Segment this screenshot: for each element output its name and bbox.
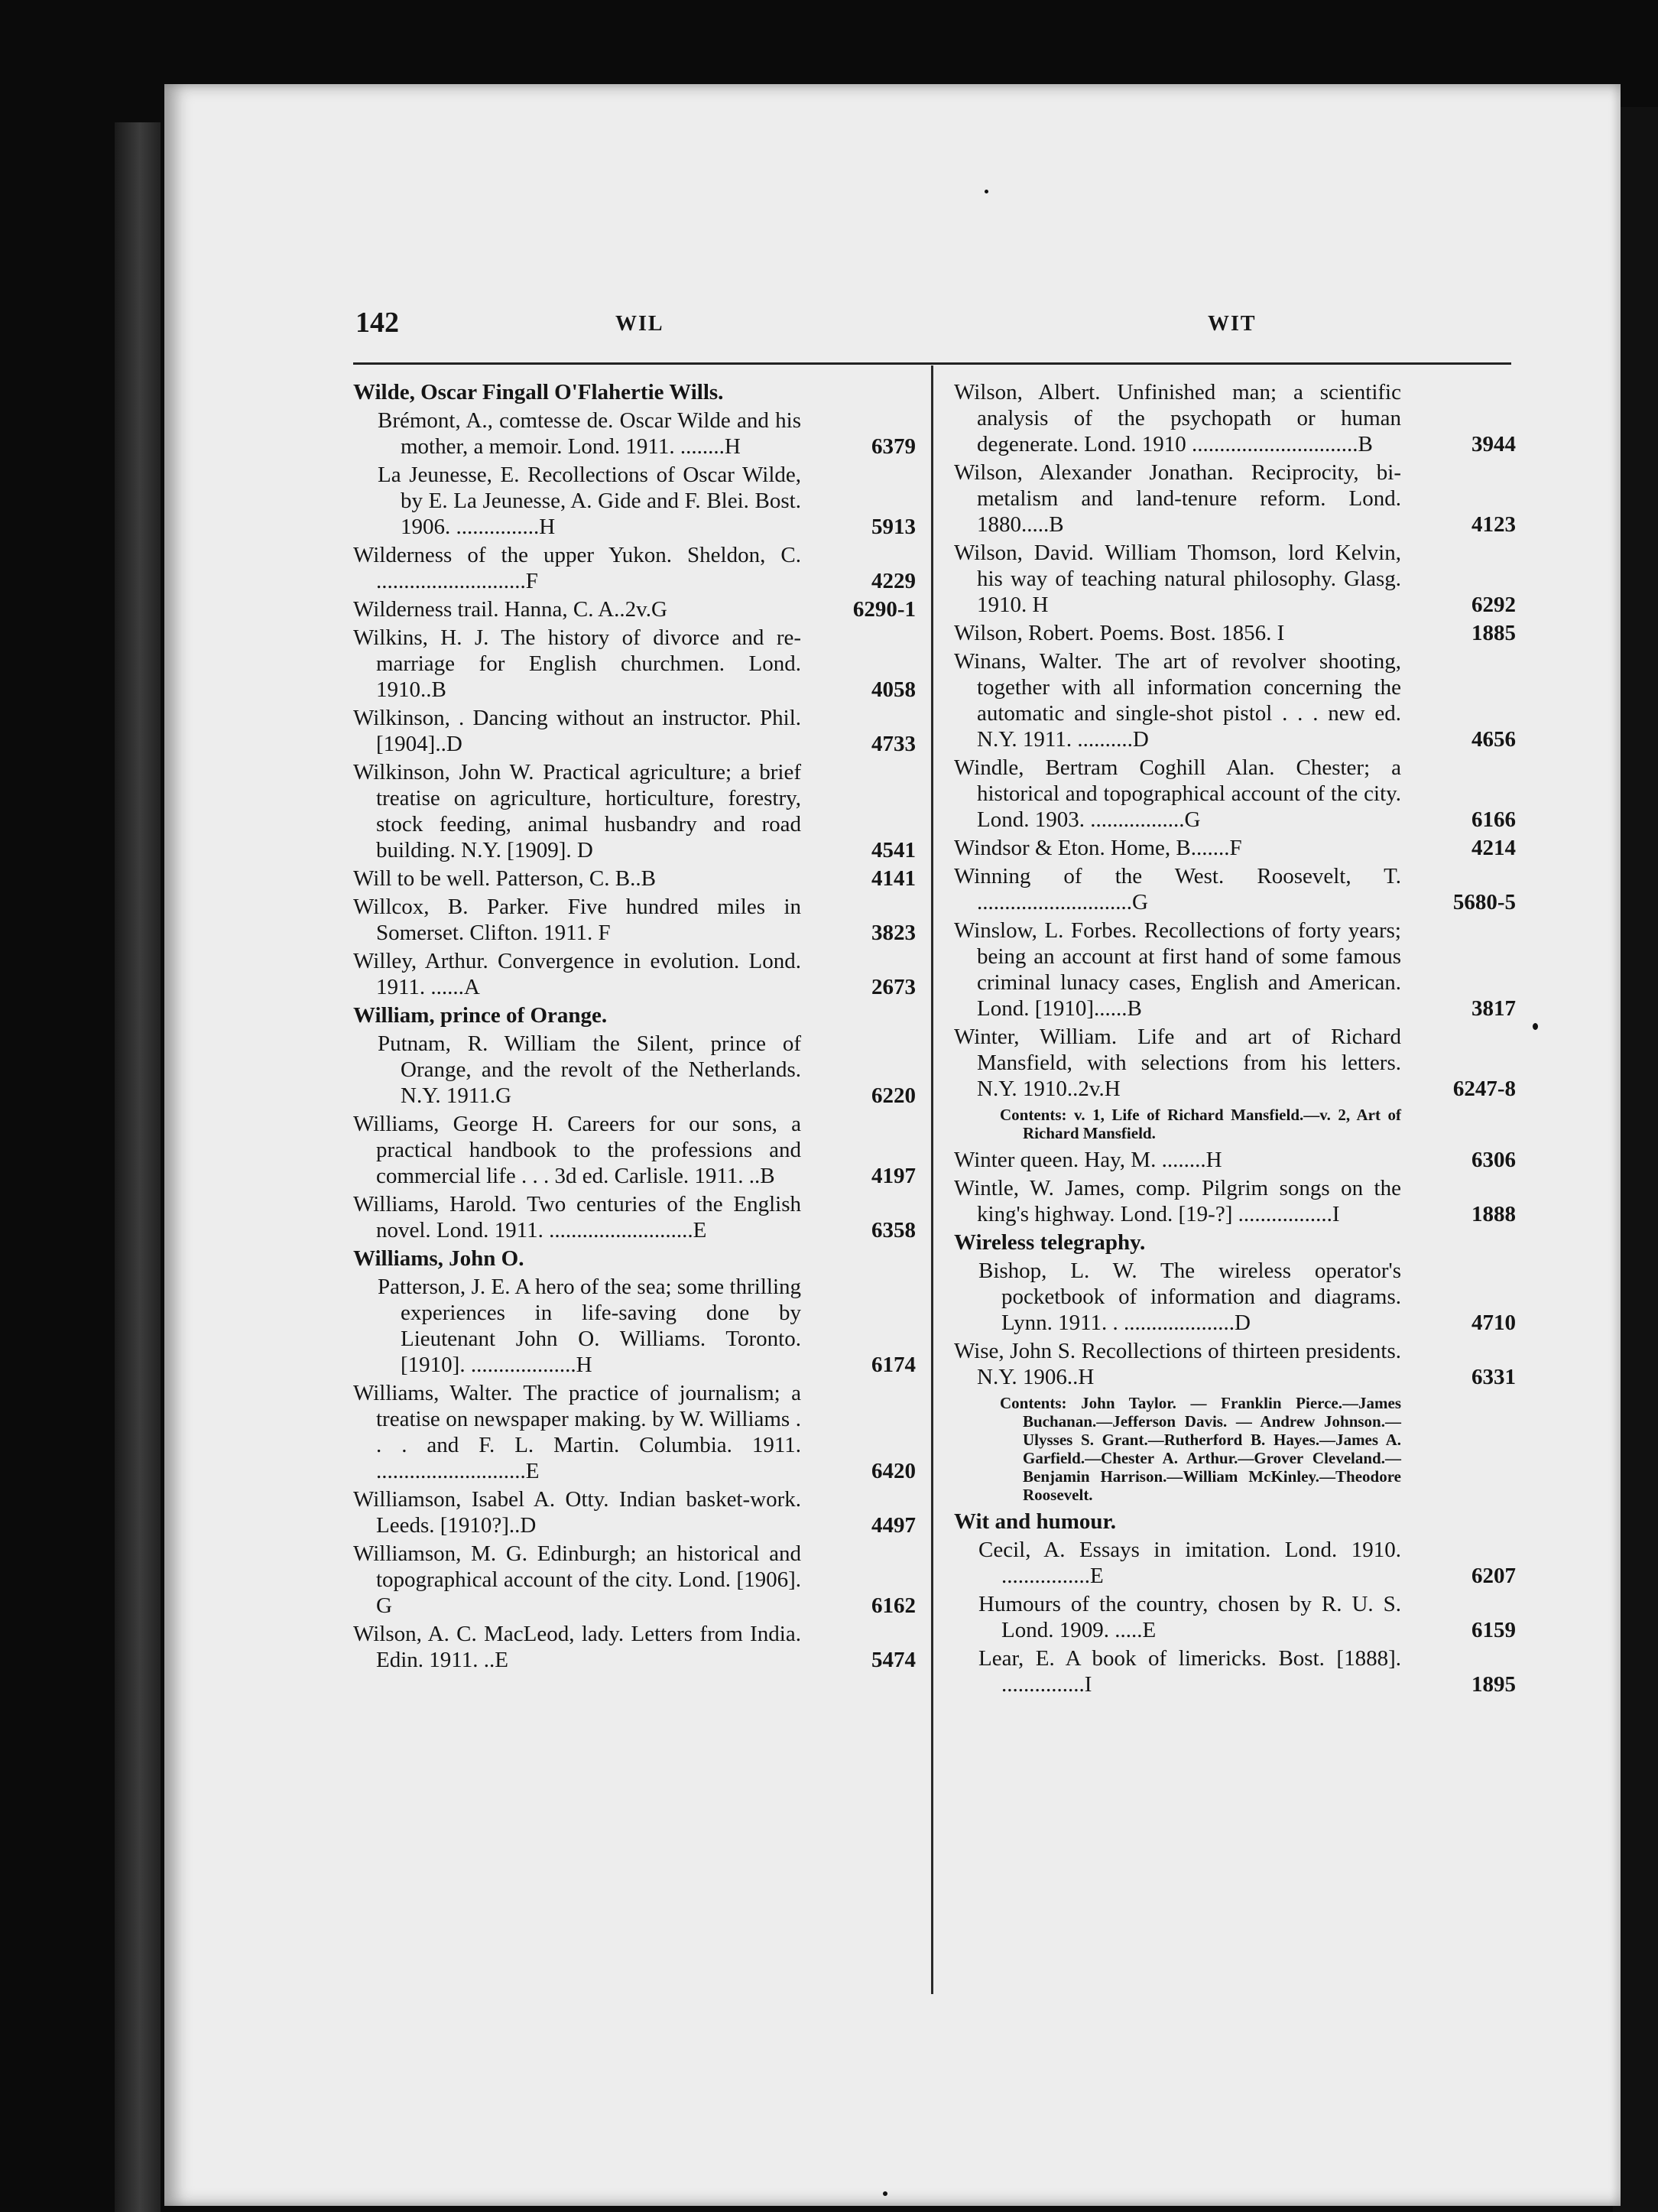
call-number: 6292 <box>1471 593 1516 617</box>
entry-text: Williamson, M. G. Edinburgh; an historical and topographical account of the city. Lond. [1906]. G <box>353 1541 801 1618</box>
entry-text: Wintle, W. James, comp. Pilgrim songs on the king's highway. Lond. [19-?] .................I <box>954 1176 1401 1226</box>
catalog-entry <box>353 596 916 622</box>
catalog-entry <box>954 863 1516 915</box>
call-number: 6331 <box>1471 1365 1516 1389</box>
column-divider <box>931 365 933 1994</box>
entry-text: Bishop, L. W. The wireless operator's pocketbook of information and diagrams. Lynn. 1911. . ....................D <box>978 1259 1401 1335</box>
call-number: 1885 <box>1471 621 1516 645</box>
left-column <box>353 379 916 1675</box>
catalog-entry <box>353 866 916 892</box>
sub-entry <box>353 1274 916 1378</box>
call-number: 1888 <box>1471 1202 1516 1226</box>
call-number: 4058 <box>871 677 916 702</box>
subject-heading: William, prince of Orange. <box>353 1003 608 1028</box>
catalog-entry <box>954 1024 1516 1102</box>
call-number: 4710 <box>1471 1311 1516 1335</box>
catalog-entry <box>353 894 916 946</box>
entry-text: Lear, E. A book of limericks. Bost. [1888]. ...............I <box>978 1646 1401 1697</box>
entry-text: Wilkinson, John W. Practical agriculture; a brief treatise on agriculture, horticulture, forestry, stock feeding, animal husbandry and road building. N.Y. [1909]. D <box>353 760 801 862</box>
entry-text: Winans, Walter. The art of revolver shooting, together with all information concerning the automatic and single-shot pistol . . . new ed. N.Y. 1911. ..........D <box>954 649 1401 752</box>
sub-entry <box>954 1645 1516 1697</box>
catalog-entry <box>954 379 1516 457</box>
entry-text: Wilson, A. C. MacLeod, lady. Letters from India. Edin. 1911. ..E <box>353 1622 801 1672</box>
subject-heading: Wilde, Oscar Fingall O'Flahertie Wills. <box>353 380 724 404</box>
call-number: 5913 <box>871 515 916 539</box>
call-number: 4141 <box>871 866 916 891</box>
catalog-entry <box>353 1486 916 1538</box>
entry-text: Williams, George H. Careers for our sons, a practical handbook to the professions and commercial life . . . 3d ed. Carlisle. 1911. ..B <box>353 1112 801 1188</box>
right-column <box>954 379 1516 1700</box>
catalog-entry <box>954 1338 1516 1390</box>
entry-text: Williams, Walter. The practice of journalism; a treatise on newspaper making. by W. Williams . . . and F. L. Martin. Columbia. 1911. ...........................E <box>353 1381 801 1483</box>
call-number: 4497 <box>871 1513 916 1538</box>
catalog-entry <box>954 460 1516 538</box>
entry-text: Winter queen. Hay, M. ........H <box>954 1148 1222 1172</box>
call-number: 6220 <box>871 1083 916 1108</box>
call-number: 6207 <box>1471 1564 1516 1588</box>
entry-text: Putnam, R. William the Silent, prince of Orange, and the revolt of the Netherlands. N.Y. 1911.G <box>378 1031 801 1108</box>
catalog-entry <box>954 1147 1516 1173</box>
entry-text: Williams, Harold. Two centuries of the English novel. Lond. 1911. ..........................E <box>353 1192 801 1242</box>
call-number: 4123 <box>1471 512 1516 537</box>
call-number: 6162 <box>871 1593 916 1618</box>
entry-text: Willcox, B. Parker. Five hundred miles in Somerset. Clifton. 1911. F <box>353 895 801 945</box>
catalog-entry <box>353 948 916 1000</box>
call-number: 3817 <box>1471 996 1516 1021</box>
call-number: 4541 <box>871 838 916 862</box>
call-number: 5474 <box>871 1648 916 1672</box>
call-number: 6174 <box>871 1353 916 1377</box>
entry-text: Wilderness of the upper Yukon. Sheldon, C. ...........................F <box>353 543 801 593</box>
catalog-entry <box>353 1380 916 1484</box>
entry-text: Winter, William. Life and art of Richard Mansfield, with selections from his letters. N.Y. 1910..2v.H <box>954 1025 1401 1101</box>
subject-heading: Wit and humour. <box>954 1509 1116 1534</box>
book-binding-edge <box>115 122 161 2212</box>
running-head-right: WIT <box>1208 312 1257 336</box>
catalog-entry <box>353 1541 916 1619</box>
subject-heading: Wireless telegraphy. <box>954 1230 1146 1255</box>
call-number: 4229 <box>871 569 916 593</box>
call-number: 6420 <box>871 1459 916 1483</box>
entry-text: Wilkins, H. J. The history of divorce and re-marriage for English churchmen. Lond. 1910..B <box>353 625 801 702</box>
entry-text: La Jeunesse, E. Recollections of Oscar Wilde, by E. La Jeunesse, A. Gide and F. Blei. Bost. 1906. ...............H <box>378 463 801 539</box>
subject-heading: Williams, John O. <box>353 1246 524 1271</box>
catalog-entry <box>353 705 916 757</box>
call-number: 4214 <box>1471 836 1516 860</box>
sub-entry <box>353 1031 916 1109</box>
catalog-entry <box>954 540 1516 618</box>
call-number: 3944 <box>1471 432 1516 456</box>
speck <box>985 190 988 193</box>
entry-text: Wilson, Albert. Unfinished man; a scientific analysis of the psychopath or human degenerate. Lond. 1910 ..............................B <box>954 380 1401 456</box>
call-number: 1895 <box>1471 1672 1516 1697</box>
speck <box>883 2191 887 2196</box>
catalog-entry <box>353 1191 916 1243</box>
call-number: 6358 <box>871 1218 916 1242</box>
page-number: 142 <box>355 307 399 339</box>
catalog-entry <box>954 1175 1516 1227</box>
entry-text: Will to be well. Patterson, C. B..B <box>353 866 656 891</box>
call-number: 6247-8 <box>1452 1077 1516 1101</box>
entry-text: Windsor & Eton. Home, B.......F <box>954 836 1242 860</box>
call-number: 4197 <box>871 1164 916 1188</box>
call-number: 4733 <box>871 732 916 756</box>
catalog-entry <box>954 755 1516 833</box>
header-rule <box>353 362 1511 365</box>
entry-text: Wilson, Alexander Jonathan. Reciprocity, bi-metalism and land-tenure reform. Lond. 1880.....B <box>954 460 1401 537</box>
call-number: 6306 <box>1471 1148 1516 1172</box>
catalog-entry <box>353 1621 916 1673</box>
entry-text: Winning of the West. Roosevelt, T. ............................G <box>954 864 1401 914</box>
catalog-entry <box>954 648 1516 752</box>
call-number: 2673 <box>871 975 916 999</box>
call-number: 4656 <box>1471 727 1516 752</box>
entry-text: Winslow, L. Forbes. Recollections of forty years; being an account at first hand of some famous criminal lunacy cases, English and American. Lond. [1910]......B <box>954 918 1401 1021</box>
entry-text: Humours of the country, chosen by R. U. S. Lond. 1909. .....E <box>978 1592 1401 1642</box>
entry-text: Willey, Arthur. Convergence in evolution. Lond. 1911. ......A <box>353 949 801 999</box>
call-number: 6379 <box>871 434 916 459</box>
catalog-entry <box>954 835 1516 861</box>
entry-text: Wilson, Robert. Poems. Bost. 1856. I <box>954 621 1285 645</box>
sub-entry <box>954 1537 1516 1589</box>
catalog-entry <box>954 918 1516 1022</box>
catalog-entry <box>353 759 916 863</box>
entry-text: Wilkinson, . Dancing without an instructor. Phil. [1904]..D <box>353 706 801 756</box>
call-number: 3823 <box>871 921 916 945</box>
call-number: 5680-5 <box>1452 890 1516 914</box>
sub-entry <box>954 1258 1516 1336</box>
catalog-entry <box>353 1111 916 1189</box>
entry-text: Patterson, J. E. A hero of the sea; some thrilling experiences in life-saving done by Lieutenant John O. Williams. Toronto. [1910]. ...................H <box>378 1275 801 1377</box>
call-number: 6290-1 <box>852 597 916 622</box>
catalog-entry <box>353 625 916 703</box>
entry-text: Wilderness trail. Hanna, C. A..2v.G <box>353 597 667 622</box>
call-number: 6166 <box>1471 807 1516 832</box>
sub-entry <box>353 408 916 460</box>
entry-text: Wise, John S. Recollections of thirteen presidents. N.Y. 1906..H <box>954 1339 1401 1389</box>
contents-note: Contents: John Taylor. — Franklin Pierce.—James Buchanan.—Jefferson Davis. — Andrew Johnson.— Ulysses S. Grant.—Rutherford B. Hayes.—James A. Garfield.—Chester A. Arthur.—Grover Cleveland.— Benjamin Harrison.—William McKinley.—Theodore Roosevelt. <box>1000 1394 1401 1504</box>
sub-entry <box>353 462 916 540</box>
running-head-left: WIL <box>615 312 664 336</box>
catalog-entry <box>353 542 916 594</box>
entry-text: Williamson, Isabel A. Otty. Indian basket-work. Leeds. [1910?]..D <box>353 1487 801 1538</box>
entry-text: Cecil, A. Essays in imitation. Lond. 1910. ................E <box>978 1538 1401 1588</box>
entry-text: Wilson, David. William Thomson, lord Kelvin, his way of teaching natural philosophy. Glasg. 1910. H <box>954 541 1401 617</box>
call-number: 6159 <box>1471 1618 1516 1642</box>
entry-text: Brémont, A., comtesse de. Oscar Wilde and his mother, a memoir. Lond. 1911. ........H <box>378 408 801 459</box>
catalog-entry <box>954 620 1516 646</box>
speck <box>1533 1023 1538 1030</box>
sub-entry <box>954 1591 1516 1643</box>
contents-note: Contents: v. 1, Life of Richard Mansfield.—v. 2, Art of Richard Mansfield. <box>1000 1106 1401 1142</box>
entry-text: Windle, Bertram Coghill Alan. Chester; a historical and topographical account of the city. Lond. 1903. .................G <box>954 755 1401 832</box>
